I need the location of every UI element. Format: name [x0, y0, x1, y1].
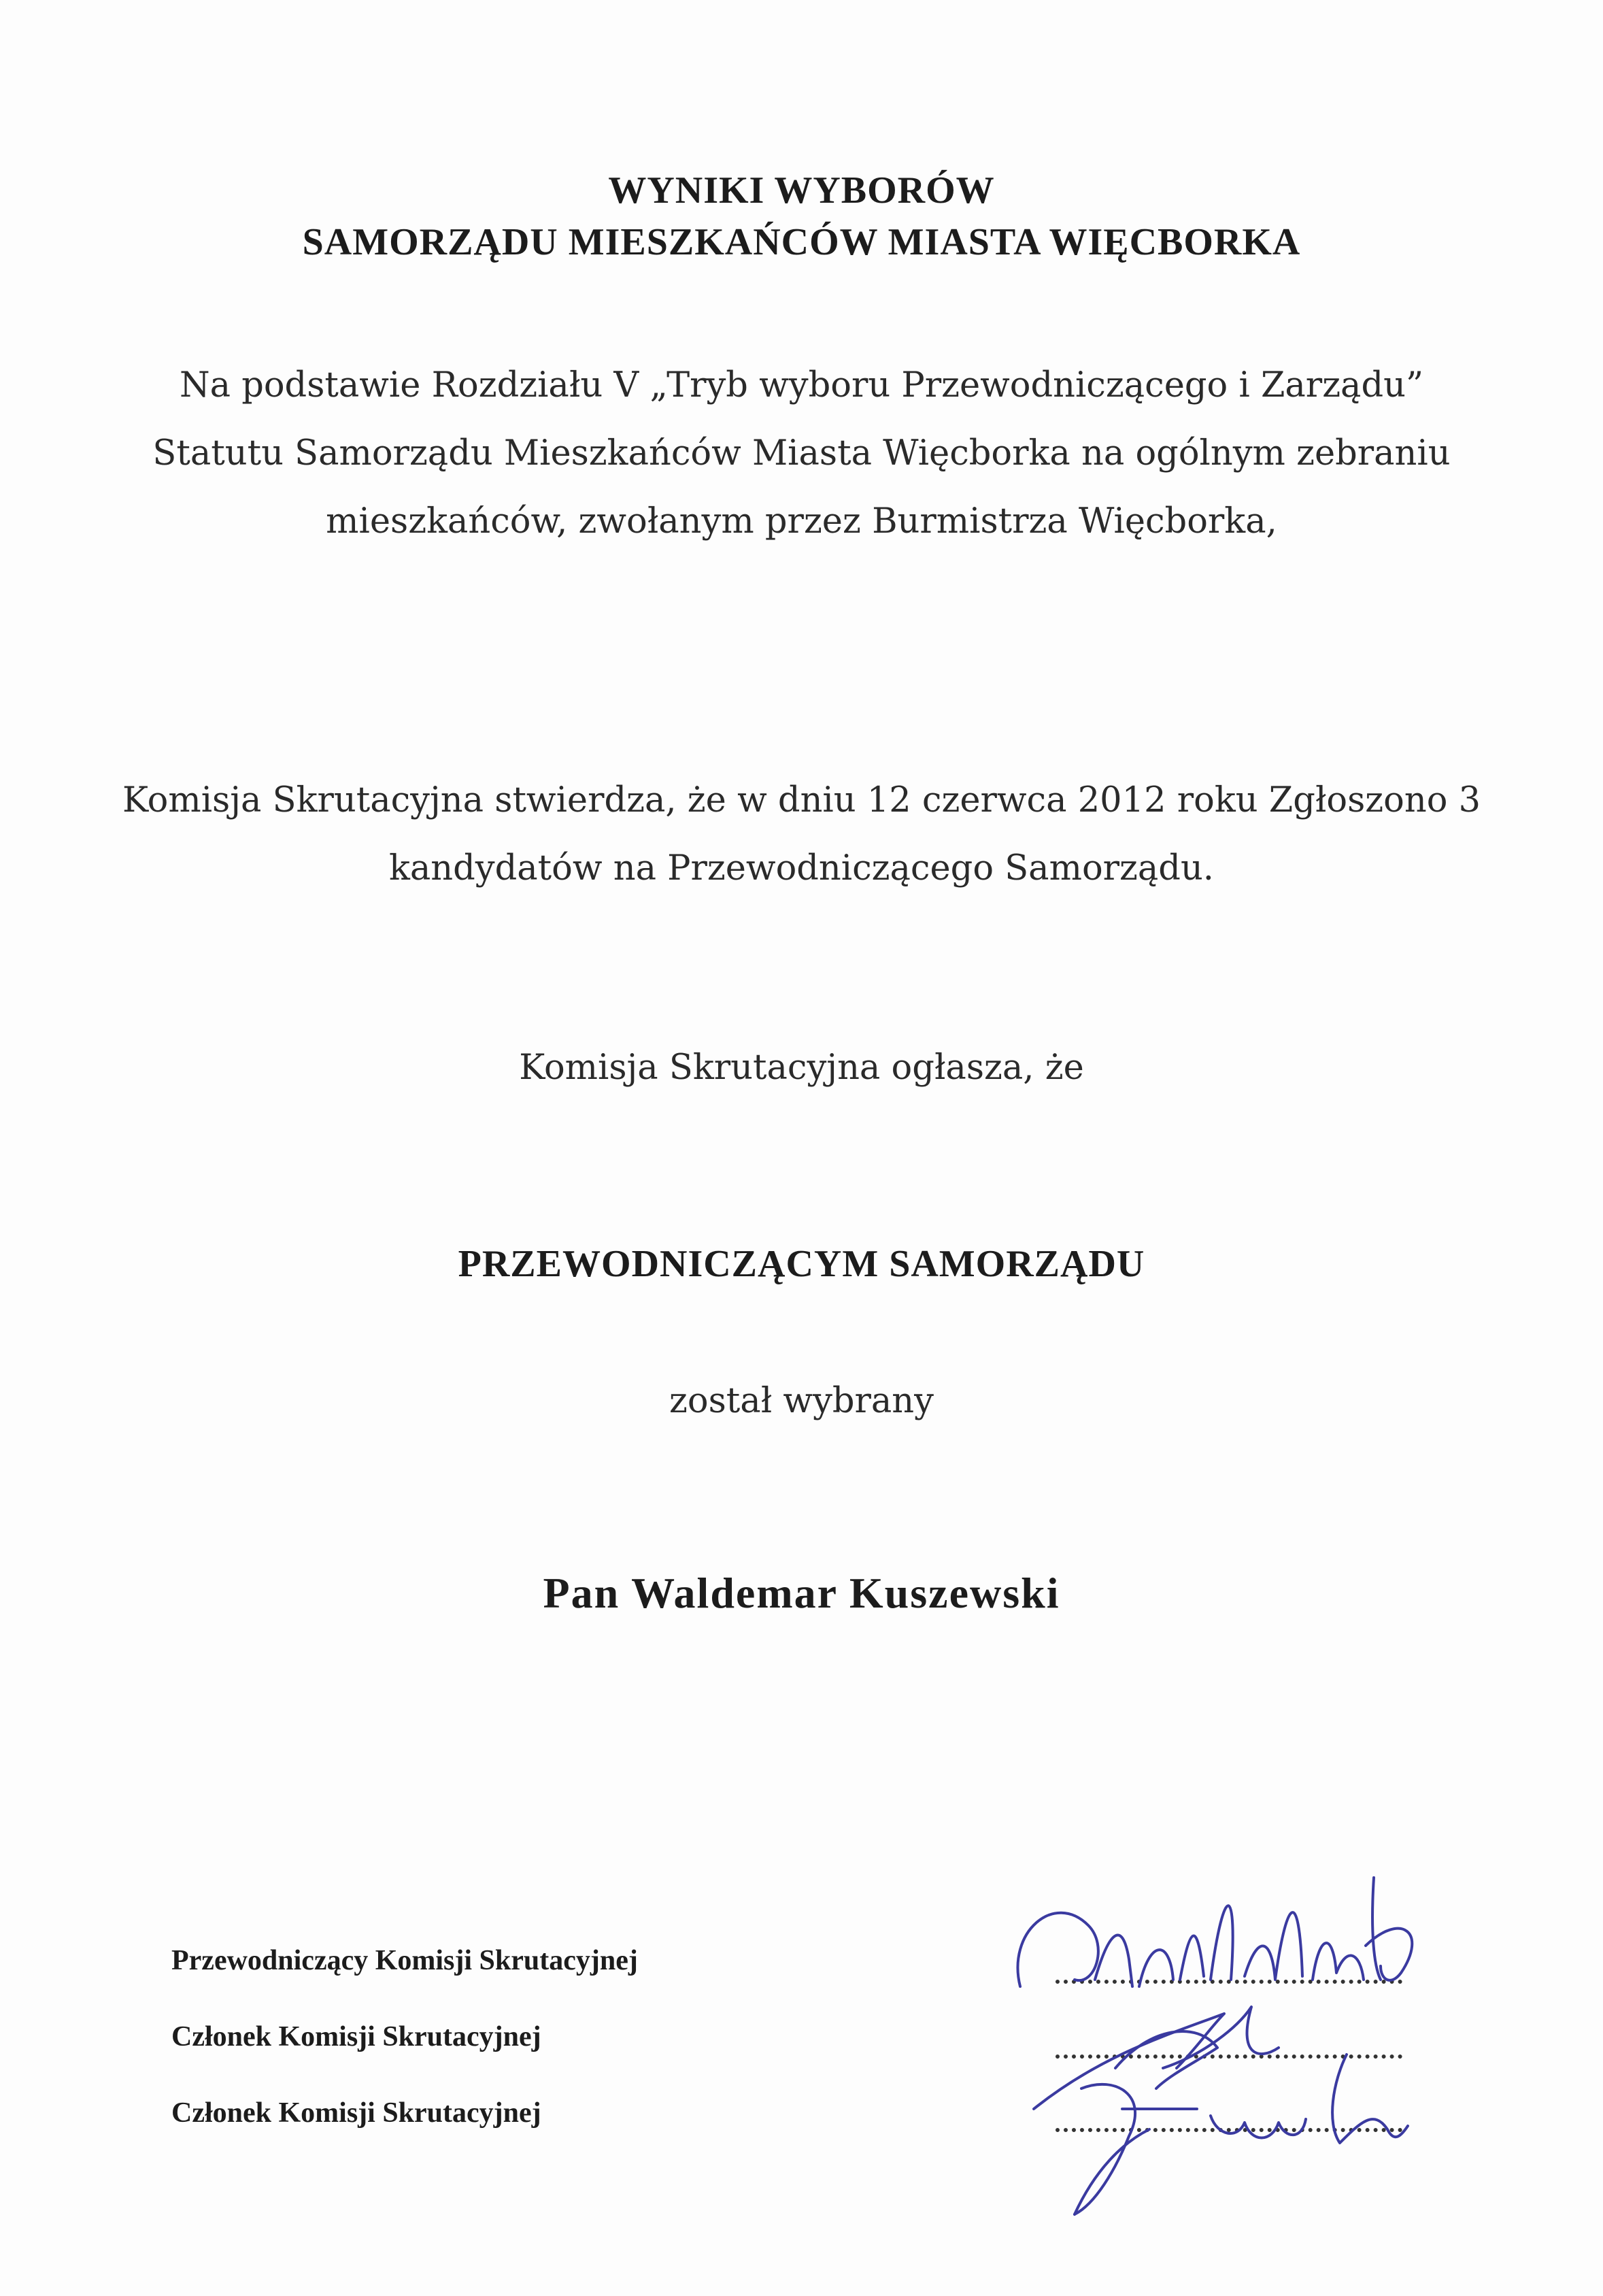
komisja-paragraph: Komisja Skrutacyjna stwierdza, że w dniu 12 czerwca 2012 roku Zgłoszono 3 kandydatów na Przewodniczącego Samorządu. [122, 780, 1481, 888]
signatory-role-member-2: Członek Komisji Skrutacyjnej [171, 2097, 541, 2129]
signature-3-stroke [1075, 2084, 1306, 2214]
elected-name: Pan Waldemar Kuszewski [543, 1569, 1060, 1617]
signatory-role-member-1: Członek Komisji Skrutacyjnej [171, 2021, 541, 2052]
intro-paragraph: Na podstawie Rozdziału V „Tryb wyboru Przewodniczącego i Zarządu” Statutu Samorządu Mieszkańców Miasta Więcborka na ogólnym zebraniu mieszkańców, zwołanym przez Burmistrza Więcborka, [152, 365, 1451, 542]
signatory-role-chairman: Przewodniczący Komisji Skrutacyjnej [171, 1945, 638, 1976]
document-title-line-2: SAMORZĄDU MIESZKAŃCÓW MIASTA WIĘCBORKA [302, 221, 1301, 263]
announcement-text: Komisja Skrutacyjna ogłasza, że [519, 1048, 1084, 1088]
signature-3-tail [1332, 2054, 1408, 2143]
chair-title: PRZEWODNICZĄCYM SAMORZĄDU [458, 1243, 1145, 1285]
elected-text: został wybrany [669, 1381, 934, 1421]
document-title-line-1: WYNIKI WYBORÓW [608, 169, 995, 212]
signature-1-stroke [1017, 1878, 1381, 1986]
handwritten-signatures [993, 1850, 1469, 2218]
signature-2-stroke [1115, 2007, 1279, 2089]
